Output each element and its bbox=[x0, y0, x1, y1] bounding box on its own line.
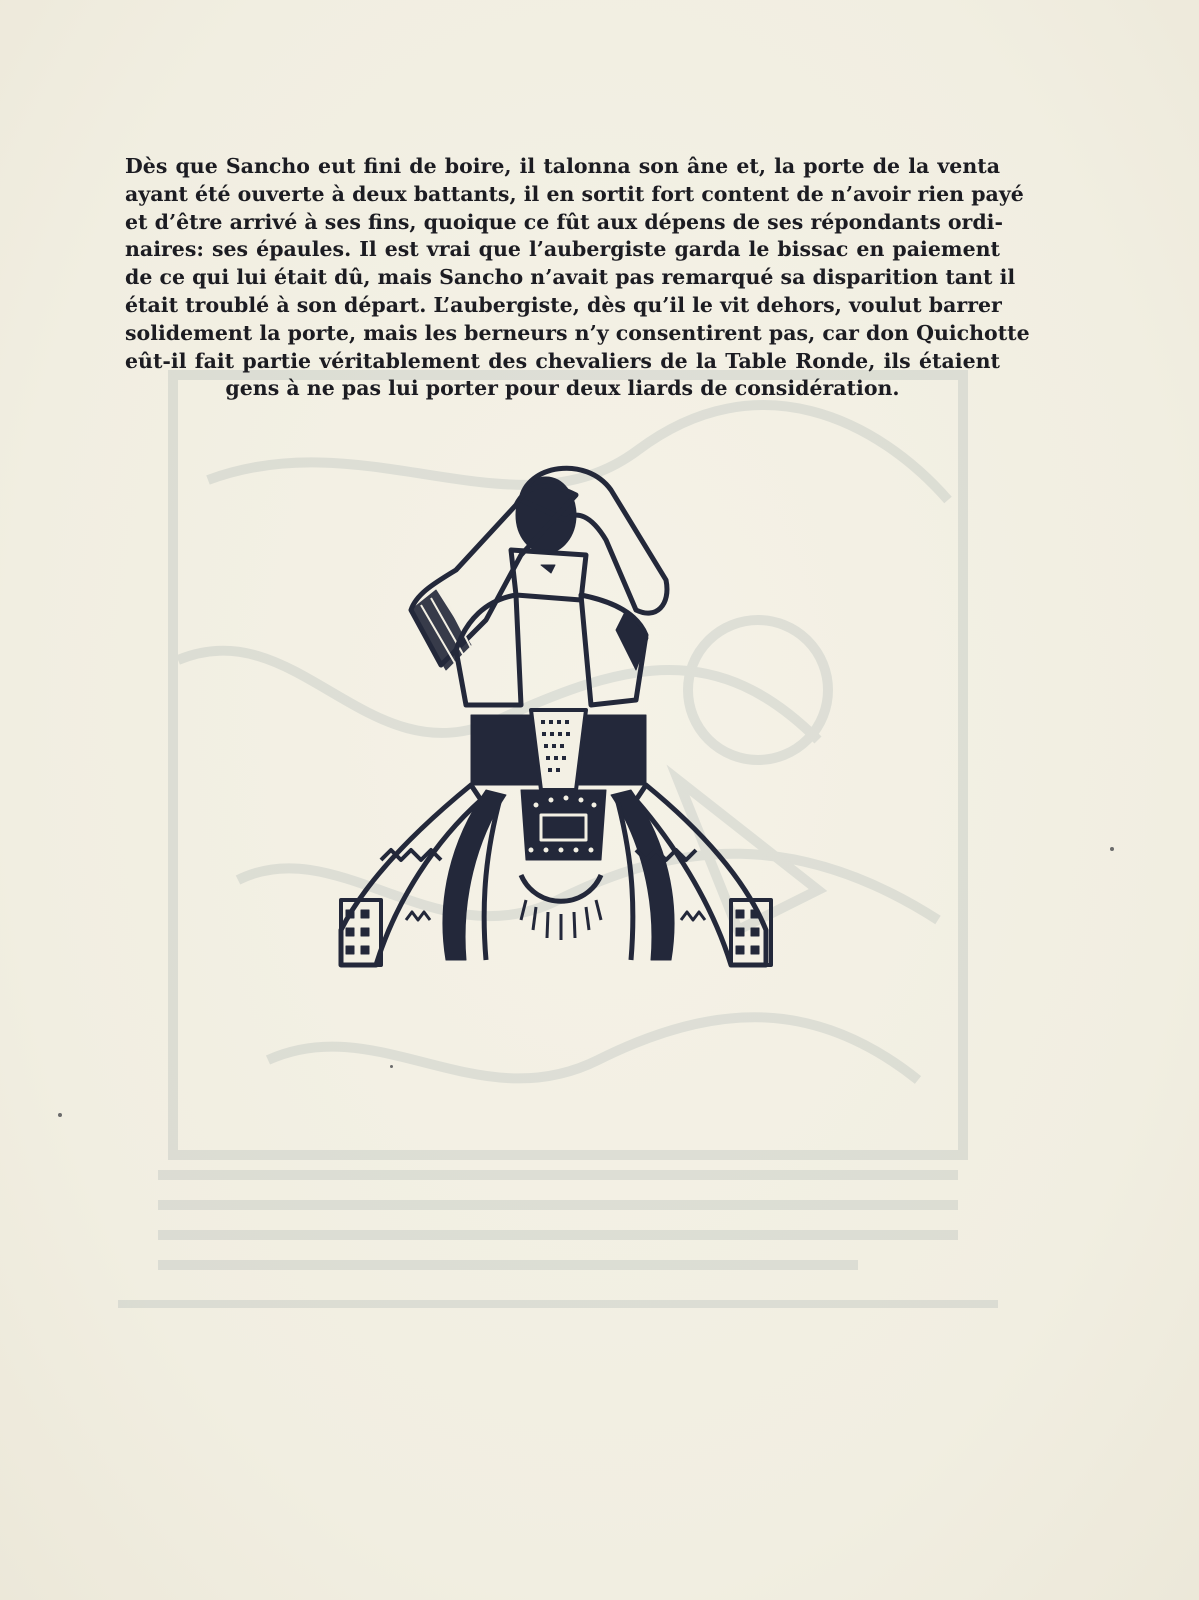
paragraph-line: eût-il fait partie véritablement des chevaliers de la Table Ronde, ils étaient bbox=[125, 348, 1000, 373]
paper-speck bbox=[58, 1113, 62, 1117]
woodcut-figure-icon bbox=[336, 460, 776, 990]
paragraph-line: Dès que Sancho eut fini de boire, il talonna son âne et, la porte de la venta bbox=[125, 154, 1000, 178]
paragraph-line: naires: ses épaules. Il est vrai que l’aubergiste garda le bissac en paiement bbox=[125, 237, 1000, 262]
body-paragraph bbox=[125, 153, 1030, 403]
paragraph-line: et d’être arrivé à ses fins, quoique ce fût aux dépens de ses répondants ordi- bbox=[125, 209, 1003, 234]
paper-speck bbox=[1110, 847, 1114, 851]
paper-speck bbox=[390, 1065, 393, 1068]
paragraph-line: était troublé à son départ. L’aubergiste, dès qu’il le vit dehors, voulut barrer bbox=[125, 292, 1002, 317]
paragraph-line: ayant été ouverte à deux battants, il en sortit fort content de n’avoir rien payé bbox=[125, 181, 1024, 206]
paragraph-line: de ce qui lui était dû, mais Sancho n’avait pas remarqué sa disparition tant il bbox=[125, 265, 1016, 290]
paragraph-line: solidement la porte, mais les berneurs n’y consentirent pas, car don Quichotte bbox=[125, 320, 1030, 345]
paragraph-line: gens à ne pas lui porter pour deux liards de considération. bbox=[225, 376, 900, 401]
